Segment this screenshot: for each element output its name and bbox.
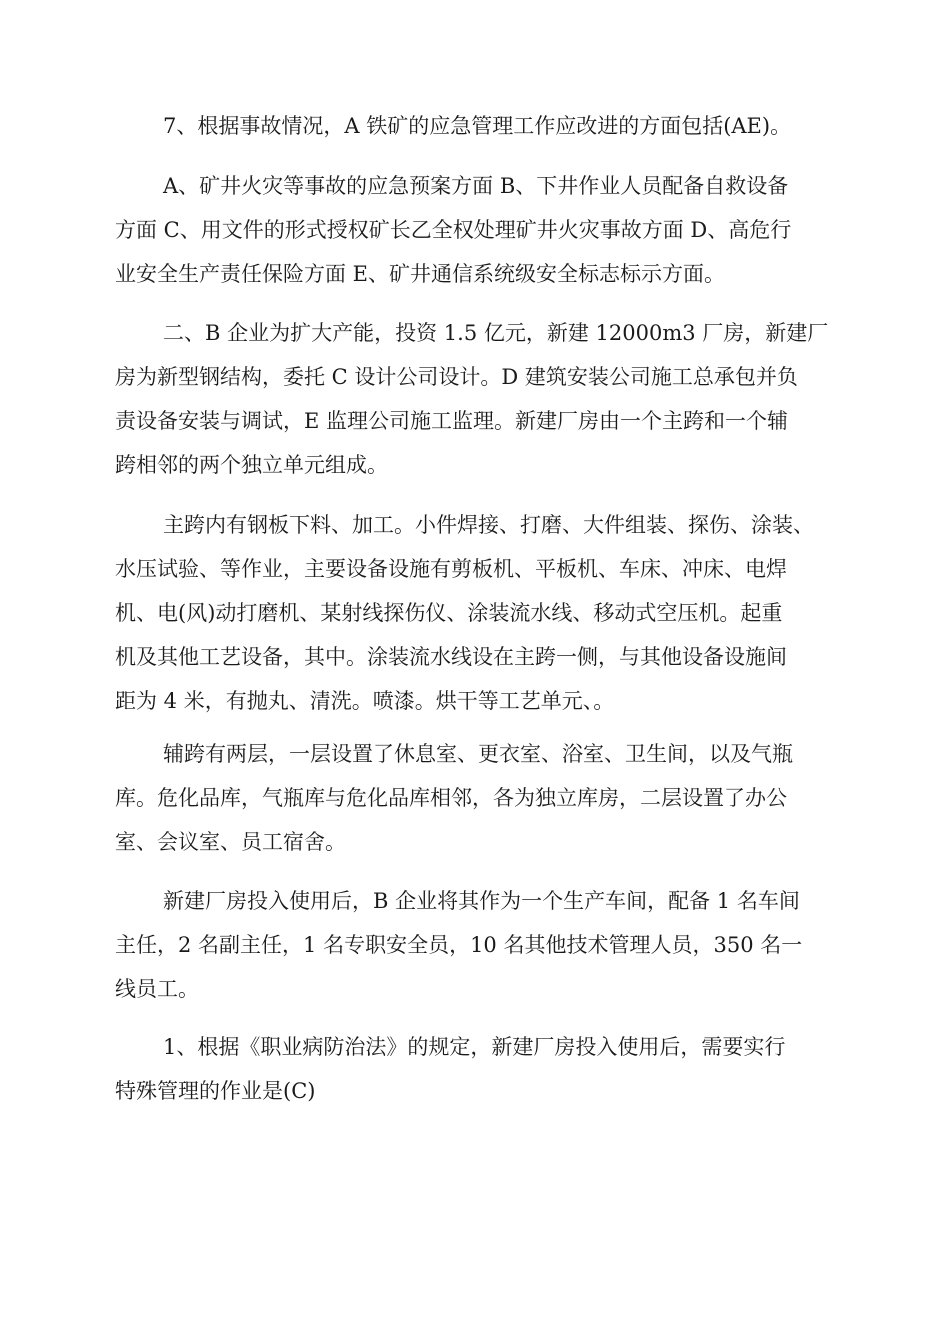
text-line: 机、电(风)动打磨机、某射线探伤仪、涂装流水线、移动式空压机。起重	[115, 601, 783, 625]
text-line: 主跨内有钢板下料、加工。小件焊接、打磨、大件组装、探伤、涂装、	[163, 513, 814, 537]
text-line: 1、根据《职业病防治法》的规定，新建厂房投入使用后，需要实行	[163, 1035, 786, 1059]
paragraph-options-a-e	[115, 164, 835, 296]
text-line: 方面 C、用文件的形式授权矿长乙全权处理矿井火灾事故方面 D、高危行	[115, 218, 792, 242]
text-line: 特殊管理的作业是(C)	[115, 1079, 316, 1103]
text-line: 库。危化品库，气瓶库与危化品库相邻，各为独立库房，二层设置了办公	[115, 786, 787, 810]
text-line: 辅跨有两层，一层设置了休息室、更衣室、浴室、卫生间，以及气瓶	[163, 742, 793, 766]
text-line: 主任，2 名副主任，1 名专职安全员，10 名其他技术管理人员，350 名一	[115, 933, 803, 957]
text-line: 新建厂房投入使用后，B 企业将其作为一个生产车间，配备 1 名车间	[163, 889, 800, 913]
text-line: 房为新型钢结构，委托 C 设计公司设计。D 建筑安装公司施工总承包并负	[115, 365, 798, 389]
text-line: 室、会议室、员工宿舍。	[115, 830, 346, 854]
paragraph-staffing	[115, 879, 835, 1011]
paragraph-main-span	[115, 503, 835, 723]
text-line: 机及其他工艺设备，其中。涂装流水线设在主跨一侧，与其他设备设施间	[115, 645, 787, 669]
paragraph-question-7	[115, 104, 835, 148]
paragraph-case-two-intro	[115, 311, 835, 487]
text-line: 跨相邻的两个独立单元组成。	[115, 453, 388, 477]
text-line: 业安全生产责任保险方面 E、矿井通信系统级安全标志标示方面。	[115, 262, 726, 286]
text-line: 线员工。	[115, 977, 199, 1001]
text-line: 7、根据事故情况，A 铁矿的应急管理工作应改进的方面包括(AE)。	[163, 114, 792, 138]
text-line: 责设备安装与调试，E 监理公司施工监理。新建厂房由一个主跨和一个辅	[115, 409, 789, 433]
paragraph-auxiliary-span	[115, 732, 835, 864]
paragraph-question-1	[115, 1025, 835, 1113]
text-line: A、矿井火灾等事故的应急预案方面 B、下井作业人员配备自救设备	[163, 174, 789, 198]
text-line: 距为 4 米，有抛丸、清洗。喷漆。烘干等工艺单元、。	[115, 689, 615, 713]
text-line: 水压试验、等作业，主要设备设施有剪板机、平板机、车床、冲床、电焊	[115, 557, 787, 581]
text-line: 二、B 企业为扩大产能，投资 1.5 亿元，新建 12000m3 厂房，新建厂	[163, 321, 829, 345]
